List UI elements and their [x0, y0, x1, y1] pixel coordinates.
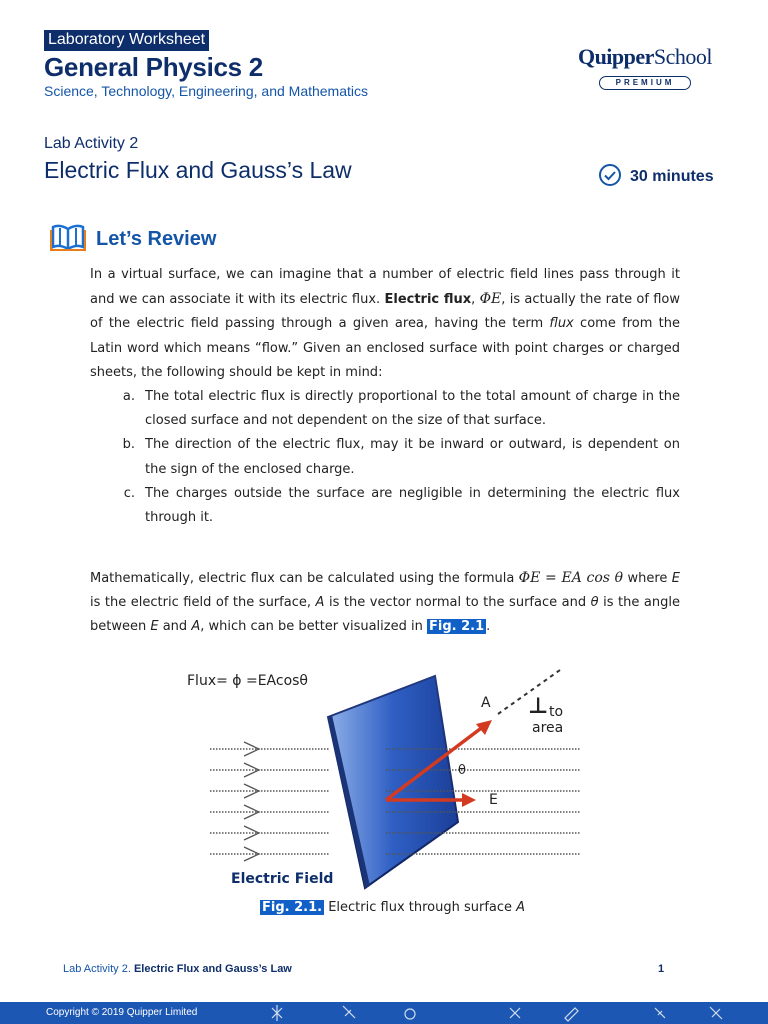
math-text-c: is the electric field of the surface,: [90, 595, 316, 611]
quipper-school-logo: [572, 44, 718, 90]
field-lines-left: [210, 749, 330, 854]
flux-formula: ΦE = EA cos θ: [518, 570, 624, 586]
list-item: [90, 482, 680, 530]
math-text-d: is the vector normal to the surface and: [324, 595, 591, 611]
math-text-a: Mathematically, electric flux can be calculated using the formula: [90, 571, 519, 586]
theta-label: θ: [458, 763, 466, 778]
list-text: The direction of the electric flux, may it be inward or outward, is dependent on the sign of the enclosed charge.: [145, 437, 680, 477]
figure-caption: [260, 900, 525, 915]
surface-plate: [328, 676, 458, 888]
vector-a-label: A: [481, 695, 491, 711]
electric-field-label: Electric Field: [231, 871, 334, 887]
review-list: [90, 385, 680, 530]
page-number: 1: [658, 963, 665, 975]
field-arrowheads: [244, 742, 259, 861]
intro-text-a: In a virtual surface, we can imagine that a number of electric field lines pass through it and we can associate it with its electric flux.: [90, 267, 680, 308]
caption-text: Electric flux through surface: [324, 900, 517, 915]
logo-light-text: School: [653, 44, 713, 69]
copyright-text: Copyright © 2019 Quipper Limited: [46, 1007, 198, 1018]
math-text-f: and: [158, 619, 192, 635]
footer-lab-title: Electric Flux and Gauss’s Law: [133, 963, 292, 975]
flux-diagram: [180, 662, 600, 897]
caption-figure-ref: Fig. 2.1.: [262, 900, 323, 915]
course-title: General Physics 2: [44, 52, 263, 82]
formula-paragraph: [90, 566, 680, 640]
flux-formula-label: Flux= ɸ =EAcosθ: [187, 673, 308, 689]
math-var-e: E: [671, 571, 680, 586]
open-book-icon: [50, 222, 86, 256]
figure-reference-link[interactable]: Fig. 2.1: [428, 619, 485, 635]
list-marker: c.: [123, 485, 135, 501]
worksheet-badge: Laboratory Worksheet: [44, 30, 209, 51]
intro-bold-term: Electric flux: [384, 292, 472, 308]
section-heading: [50, 222, 216, 256]
math-text-e: is the angle between: [90, 595, 680, 635]
intro-text-c: , is actually the rate of flow of the electric field passing through a given area, having the term: [90, 292, 681, 332]
duration-text: 30 minutes: [630, 168, 714, 185]
math-var-e2: E: [150, 619, 159, 635]
math-var-a: A: [315, 595, 325, 611]
list-item: [90, 385, 680, 433]
perp-to-label: to: [549, 704, 564, 720]
math-var-theta: θ: [590, 595, 599, 611]
footer-lab-number: Lab Activity 2.: [63, 963, 134, 975]
intro-italic-term: flux: [549, 316, 574, 332]
intro-text-b: ,: [471, 292, 480, 308]
list-item: [90, 433, 680, 481]
lab-activity-number: Lab Activity 2: [44, 135, 139, 152]
strand-subtitle: Science, Technology, Engineering, and Mathematics: [44, 83, 369, 99]
list-marker: b.: [122, 437, 135, 453]
intro-paragraph: [90, 263, 680, 530]
math-var-a2: A: [191, 619, 201, 635]
caption-variable: A: [516, 900, 526, 915]
list-marker: a.: [122, 389, 135, 405]
math-text-g: , which can be better visualized in: [200, 619, 427, 635]
vector-e-label: E: [489, 792, 498, 808]
flux-symbol: ΦE: [479, 291, 502, 308]
list-text: The charges outside the surface are negligible in determining the electric flux through it.: [145, 485, 680, 526]
math-text-b: where: [623, 571, 672, 586]
perpendicular-symbol: ⊥: [528, 694, 549, 719]
perp-area-label: area: [532, 720, 564, 736]
premium-badge: PREMIUM: [599, 76, 692, 90]
logo-bold-text: Quipper: [577, 44, 654, 69]
check-circle-icon: [598, 163, 622, 191]
section-title: Let’s Review: [96, 227, 217, 250]
intro-text-d: come from the Latin word which means “flow.” Given an enclosed surface with point charges or charged sheets, the following should be kept in mind:: [90, 316, 680, 380]
footer-activity: [63, 963, 292, 975]
duration-indicator: [598, 163, 714, 191]
lab-activity-title: Electric Flux and Gauss’s Law: [44, 157, 352, 183]
math-text-h: .: [486, 619, 491, 635]
list-text: The total electric flux is directly proportional to the total amount of charge in the closed surface and not dependent on the size of that surface.: [145, 389, 680, 429]
